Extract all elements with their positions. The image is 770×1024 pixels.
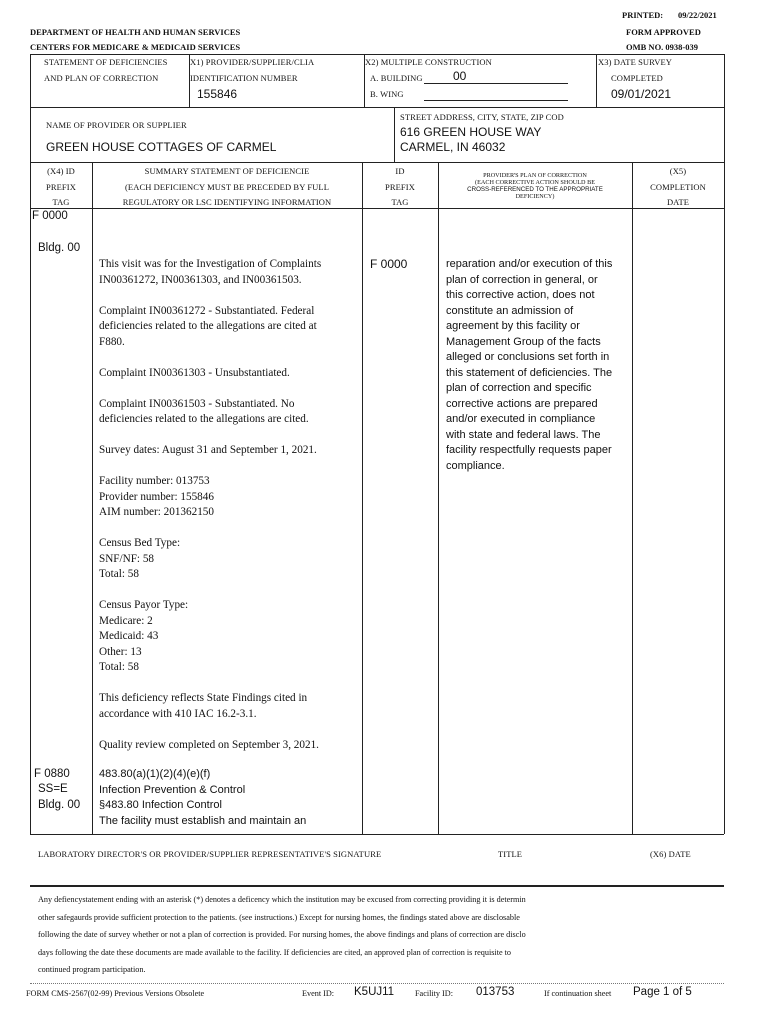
centers-heading: CENTERS FOR MEDICARE & MEDICAID SERVICES — [30, 42, 241, 52]
poc-line: corrective actions are prepared — [446, 397, 598, 410]
poc-line: with state and federal laws. The — [446, 428, 601, 441]
tag-f0880: F 0880 — [34, 768, 70, 780]
poc-header-2: (EACH CORRECTIVE ACTION SHOULD BE — [475, 179, 595, 186]
department-heading: DEPARTMENT OF HEALTH AND HUMAN SERVICES — [30, 27, 241, 37]
x2-label: X2) MULTIPLE CONSTRUCTION — [365, 57, 492, 67]
address-line-2: CARMEL, IN 46032 — [400, 140, 506, 154]
bldg-00-first: Bldg. 00 — [38, 242, 81, 254]
x4-header-3: TAG — [52, 197, 70, 207]
facility-id-value: 013753 — [476, 986, 515, 998]
continuation-label: If continuation sheet — [544, 989, 612, 998]
summary-header-2: (EACH DEFICIENCY MUST BE PRECEDED BY FULL — [124, 182, 330, 192]
x5-header-2: COMPLETION — [650, 182, 706, 192]
summary-paragraph: Facility number: 013753 Provider number: 155846 AIM number: 201362150 — [99, 475, 214, 518]
date-label: (X6) DATE — [650, 849, 691, 859]
x1-label-1: X1) PROVIDER/SUPPLIER/CLIA — [190, 57, 315, 67]
x1-label-2: IDENTIFICATION NUMBER — [190, 73, 298, 83]
x4-header-1: (X4) ID — [47, 166, 75, 176]
statement-label-2: AND PLAN OF CORRECTION — [44, 73, 159, 83]
poc-line: alleged or conclusions set forth in — [446, 351, 610, 363]
signature-label: LABORATORY DIRECTOR'S OR PROVIDER/SUPPLIER REPRESENTATIVE'S SIGNATURE — [38, 849, 382, 859]
printed-label: PRINTED: — [622, 10, 664, 20]
poc-line: and/or executed in compliance — [446, 413, 596, 425]
summary-header-1: SUMMARY STATEMENT OF DEFICIENCIE — [144, 166, 310, 176]
footnote-line: following the date of survey whether or not a plan of correction is provided. For nursing homes, the above findings and plans of correction are disclo — [38, 930, 526, 939]
address-label: STREET ADDRESS, CITY, STATE, ZIP COD — [400, 112, 564, 122]
event-id-value: K5UJ11 — [354, 986, 395, 998]
bldg-00-second: Bldg. 00 — [38, 799, 81, 811]
address-line-1: 616 GREEN HOUSE WAY — [400, 125, 542, 139]
form-approved: FORM APPROVED — [626, 27, 701, 37]
footnote-line: days following the date these documents are made available to the facility. If deficiencies are cited, an approved plan of correction is requisite to — [38, 947, 512, 957]
id-header-3: TAG — [391, 197, 409, 207]
footnote-line: Any defiencystatement ending with an asterisk (*) denotes a deficency which the institution may be excused from correcting providing it is determin — [38, 895, 526, 904]
poc-header-3: CROSS-REFERENCED TO THE APPROPRIATE — [467, 186, 603, 193]
x3-label-1: X3) DATE SURVEY — [598, 57, 673, 67]
poc-header-4: DEFICIENCY) — [515, 193, 555, 200]
f0880-line: §483.80 Infection Control — [99, 799, 222, 811]
poc-line: compliance. — [446, 459, 505, 472]
wing-label: B. WING — [370, 89, 404, 99]
summary-paragraph: Complaint IN00361272 - Substantiated. Federal deficiencies related to the allegations are cited at F880. — [99, 304, 317, 348]
f0880-line: Infection Prevention & Control — [99, 783, 246, 796]
title-label: TITLE — [498, 849, 523, 859]
footnote-line: other safegaurds provide sufficient protection to the patients. (see instructions.) Except for nursing homes, the findings stated above are disclosable — [38, 912, 520, 922]
f0880-text — [99, 767, 361, 829]
x4-header-2: PREFIX — [46, 182, 76, 192]
plan-of-correction — [446, 257, 630, 474]
summary-paragraph: Census Bed Type: SNF/NF: 58 Total: 58 — [99, 537, 181, 580]
scope-severity: SS=E — [38, 783, 68, 795]
event-id-label: Event ID: — [302, 989, 335, 998]
f0880-line: 483.80(a)(1)(2)(4)(e)(f) — [99, 768, 211, 780]
summary-paragraph: This visit was for the Investigation of Complaints IN00361272, IN00361303, and IN00361503. — [99, 258, 322, 286]
building-label: A. BUILDING — [370, 73, 423, 83]
summary-statement — [99, 257, 361, 769]
summary-paragraph: Quality review completed on September 3, 2021. — [99, 738, 319, 751]
form-number: FORM CMS-2567(02-99) Previous Versions Obsolete — [26, 989, 205, 998]
poc-line: agreement by this facility or — [446, 320, 580, 332]
poc-line: facility respectfully requests paper — [446, 444, 612, 456]
id-header-1: ID — [395, 166, 405, 176]
poc-header-1: PROVIDER'S PLAN OF CORRECTION — [483, 172, 587, 179]
poc-line: constitute an admission of — [446, 304, 574, 317]
page-number: Page 1 of 5 — [633, 986, 692, 998]
poc-line: plan of correction and specific — [446, 382, 592, 394]
f0880-line: The facility must establish and maintain an — [99, 814, 307, 827]
poc-line: Management Group of the facts — [446, 335, 601, 348]
provider-name-label: NAME OF PROVIDER OR SUPPLIER — [46, 120, 187, 130]
poc-line: plan of correction in general, or — [446, 273, 598, 286]
facility-id-label: Facility ID: — [415, 989, 453, 998]
statement-label-1: STATEMENT OF DEFICIENCIES — [44, 57, 168, 67]
building-value: 00 — [453, 69, 467, 83]
x5-header-1: (X5) — [669, 166, 687, 176]
summary-paragraph: This deficiency reflects State Findings cited in accordance with 410 IAC 16.2-3.1. — [99, 692, 308, 720]
summary-paragraph: Census Payor Type: Medicare: 2 Medicaid: 43 Other: 13 Total: 58 — [99, 599, 189, 673]
printed-date: 09/22/2021 — [678, 10, 717, 20]
poc-line: this corrective action, does not — [446, 289, 595, 301]
footnote-line: continued program participation. — [38, 965, 146, 974]
survey-completed-date: 09/01/2021 — [611, 87, 672, 101]
footnote — [38, 891, 724, 979]
provider-id-value: 155846 — [197, 87, 238, 101]
summary-paragraph: Survey dates: August 31 and September 1, 2021. — [99, 444, 317, 456]
id-header-2: PREFIX — [385, 182, 415, 192]
poc-line: this statement of deficiencies. The — [446, 366, 613, 379]
tag-f0000: F 0000 — [32, 210, 68, 222]
provider-name: GREEN HOUSE COTTAGES OF CARMEL — [46, 140, 277, 154]
summary-paragraph: Complaint IN00361303 - Unsubstantiated. — [99, 366, 290, 379]
omb-number: OMB NO. 0938-039 — [626, 42, 699, 52]
summary-header-3: REGULATORY OR LSC IDENTIFYING INFORMATION — [122, 197, 332, 207]
x5-header-3: DATE — [666, 197, 690, 207]
poc-line: reparation and/or execution of this — [446, 258, 613, 270]
id-prefix-f0000: F 0000 — [370, 257, 408, 271]
summary-paragraph: Complaint IN00361503 - Substantiated. No deficiencies related to the allegations are cited. — [99, 397, 309, 425]
x3-label-2: COMPLETED — [611, 73, 663, 83]
